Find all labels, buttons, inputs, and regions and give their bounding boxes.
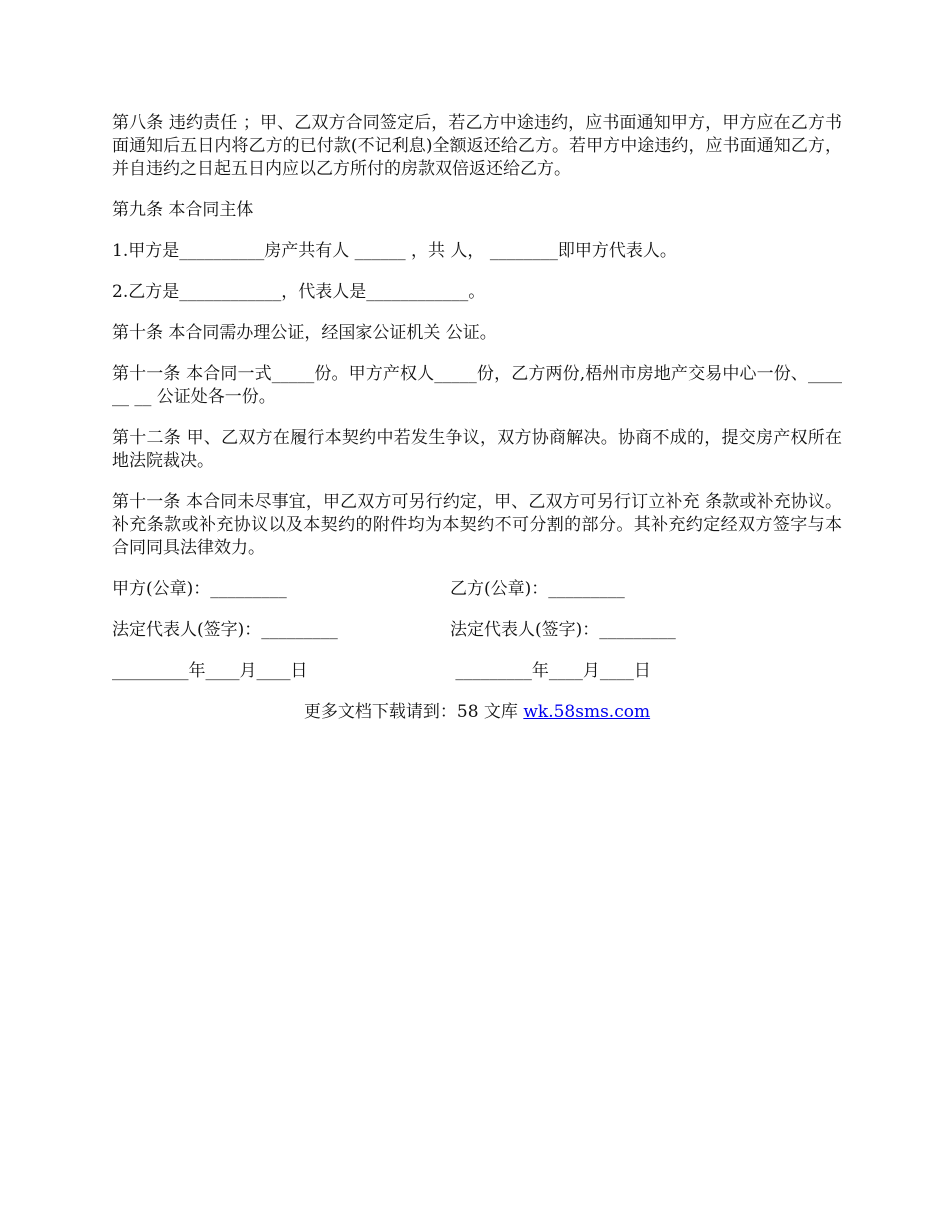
- signature-date-row: [112, 660, 842, 683]
- clause-9-heading: 第九条 本合同主体: [112, 200, 254, 220]
- clause-9-party-a: 1.甲方是__________房产共有人 ______ ，共 人， ________即甲方代表人。: [112, 241, 677, 261]
- party-b-seal: 乙方(公章)：_________: [450, 579, 625, 599]
- footer-prefix: 更多文档下载请到：58 文库: [303, 702, 524, 722]
- document-page: [112, 112, 842, 724]
- clause-11-copies: 第十一条 本合同一式_____份。甲方产权人_____份，乙方两份,梧州市房地产交易中心一份、______ __ 公证处各一份。: [112, 364, 842, 407]
- party-a-representative: 法定代表人(签字)：_________: [112, 620, 338, 640]
- party-a-seal: 甲方(公章)：_________: [112, 579, 287, 599]
- clause-9-party-b: 2.乙方是____________，代表人是____________。: [112, 282, 486, 302]
- clause-supplementary: 第十一条 本合同未尽事宜，甲乙双方可另行约定，甲、乙双方可另行订立补充 条款或补充协议。补充条款或补充协议以及本契约的附件均为本契约不可分割的部分。其补充约定经双方签字与本合同同具法律效力。: [112, 492, 842, 558]
- clause-12-disputes: 第十二条 甲、乙双方在履行本契约中若发生争议，双方协商解决。协商不成的，提交房产权所在地法院裁决。: [112, 428, 842, 471]
- footer-link[interactable]: wk.58sms.com: [523, 702, 651, 722]
- signature-seal-row: [112, 578, 842, 601]
- signature-rep-row: [112, 619, 842, 642]
- download-footer: [112, 701, 842, 724]
- party-a-date: _________年____月____日: [112, 661, 308, 681]
- party-b-representative: 法定代表人(签字)：_________: [450, 620, 676, 640]
- party-b-date: _________年____月____日: [450, 661, 651, 681]
- clause-10-notarization: 第十条 本合同需办理公证，经国家公证机关 公证。: [112, 323, 497, 343]
- clause-8-liability: 第八条 违约责任 ；甲、乙双方合同签定后，若乙方中途违约，应书面通知甲方，甲方应在乙方书面通知后五日内将乙方的已付款(不记利息)全额返还给乙方。若甲方中途违约，应书面通知乙方，并自违约之日起五日内应以乙方所付的房款双倍返还给乙方。: [112, 113, 842, 179]
